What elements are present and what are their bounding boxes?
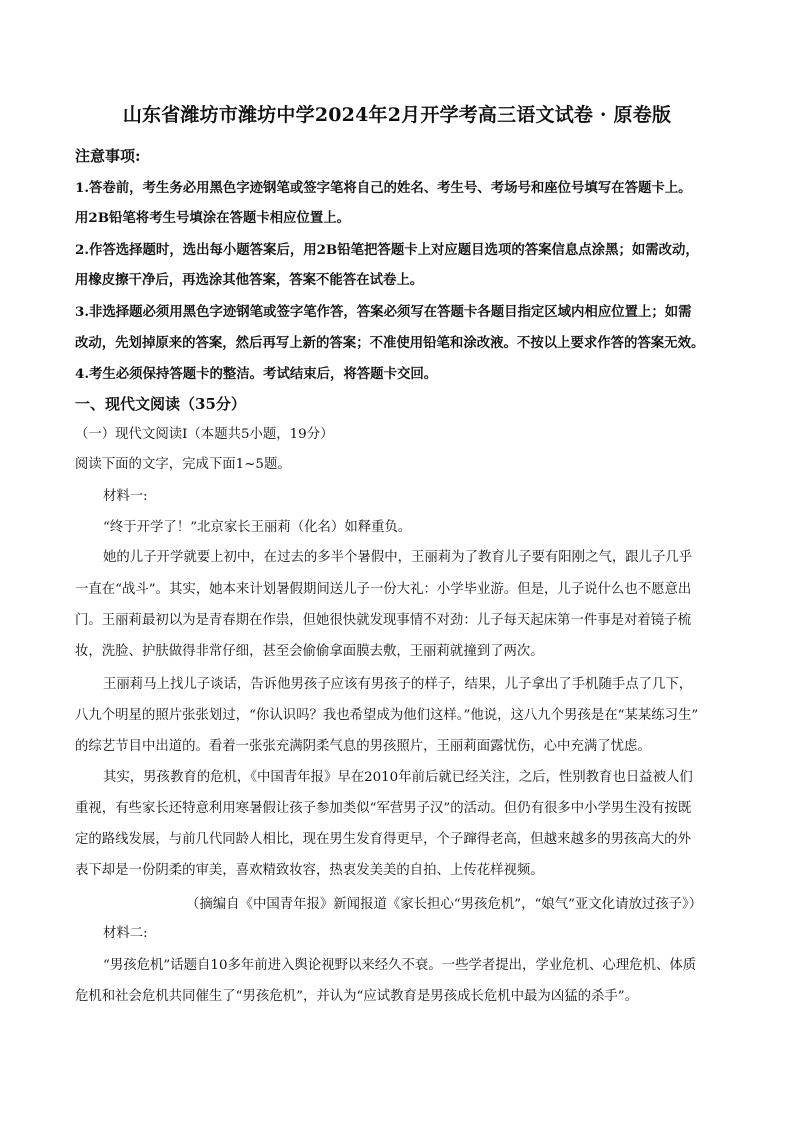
notice-line: 4.考生必须保持答题卡的整洁。考试结束后，将答题卡交回。 [75,366,438,382]
paragraph-line: 王丽莉马上找儿子谈话，告诉他男孩子应该有男孩子的样子，结果，儿子拿出了手机随手点了几下， [103,677,693,692]
paragraph-line: 八九个明星的照片张张划过，“你认识吗？我也希望成为他们这样。”他说，这八九个男孩是在“某某练习生” [75,708,699,723]
notice-line: 2.作答选择题时，选出每小题答案后，用2B铅笔把答题卡上对应题目选项的答案信息点涂黑；如需改动， [75,242,699,258]
instruction: 阅读下面的文字，完成下面1~5题。 [75,457,291,472]
paragraph-line: 门。王丽莉最初以为是青春期在作祟，但她很快就发现事情不对劲：儿子每天起床第一件事是对着镜子梳 [75,613,691,628]
notice-heading: 注意事项: [75,147,141,165]
paragraph-line: 她的儿子开学就要上初中，在过去的多半个暑假中，王丽莉为了教育儿子要有阳刚之气，跟儿子几乎 [103,550,693,565]
notice-line: 3.非选择题必须用黑色字迹钢笔或签字笔作答，答案必须写在答题卡各题目指定区域内相应位置上；如需 [75,304,692,320]
paragraph-line: 重视，有些家长还特意利用寒暑假让孩子参加类似“军营男子汉”的活动。但仍有很多中小学男生没有按既 [75,801,692,816]
paragraph-line: 危机和社会危机共同催生了“男孩危机”，并认为“应试教育是男孩成长危机中最为凶猛的杀手”。 [75,989,639,1004]
paragraph-line: 的综艺节目中出道的。看着一张张充满阴柔气息的男孩照片，王丽莉面露忧伤，心中充满了忧虑。 [75,739,651,754]
paragraph-line: 一直在“战斗”。其实，她本来计划暑假期间送儿子一份大礼：小学毕业游。但是，儿子说什么也不愿意出 [75,582,692,597]
notice-line: 1.答卷前，考生务必用黑色字迹钢笔或签字笔将自己的姓名、考生号、考场号和座位号填写在答题卡上。 [75,180,692,196]
paragraph-line: 表下却是一份阴柔的审美，喜欢精致妆容，热衷发美美的自拍、上传花样视频。 [75,863,544,878]
paragraph-line: 妆，洗脸、护肤做得非常仔细，甚至会偷偷拿面膜去敷，王丽莉就撞到了两次。 [75,644,544,659]
page-title: 山东省潍坊市潍坊中学2024年2月开学考高三语文试卷 · 原卷版 [122,104,672,126]
paragraph-line: 其实，男孩教育的危机，《中国青年报》早在2010年前后就已经关注，之后，性别教育也日益被人们 [103,770,693,785]
notice-line: 改动，先划掉原来的答案，然后再写上新的答案；不准使用铅笔和涂改液。不按以上要求作答的答案无效。 [75,335,705,351]
subsection-heading: （一）现代文阅读Ⅰ（本题共5小题，19分） [75,427,334,442]
paragraph-line: 定的路线发展，与前几代同龄人相比，现在男生发育得更早，个子蹿得老高，但越来越多的男孩高大的外 [75,832,691,847]
notice-line: 用橡皮擦干净后，再选涂其他答案，答案不能答在试卷上。 [75,272,424,288]
paragraph: “终于开学了！”北京家长王丽莉（化名）如释重负。 [103,520,412,535]
section-heading: 一、现代文阅读（35分） [75,395,246,413]
notice-line: 用2B铅笔将考生号填涂在答题卡相应位置上。 [75,210,351,226]
material-label: 材料一: [103,489,148,504]
paragraph-line: “男孩危机”话题自10多年前进入舆论视野以来经久不衰。一些学者提出，学业危机、心理危机、体质 [103,958,697,973]
source-citation: （摘编自《中国青年报》新闻报道《家长担心“男孩危机”，“娘气”亚文化请放过孩子》） [186,897,703,912]
material-label: 材料二: [103,926,148,941]
